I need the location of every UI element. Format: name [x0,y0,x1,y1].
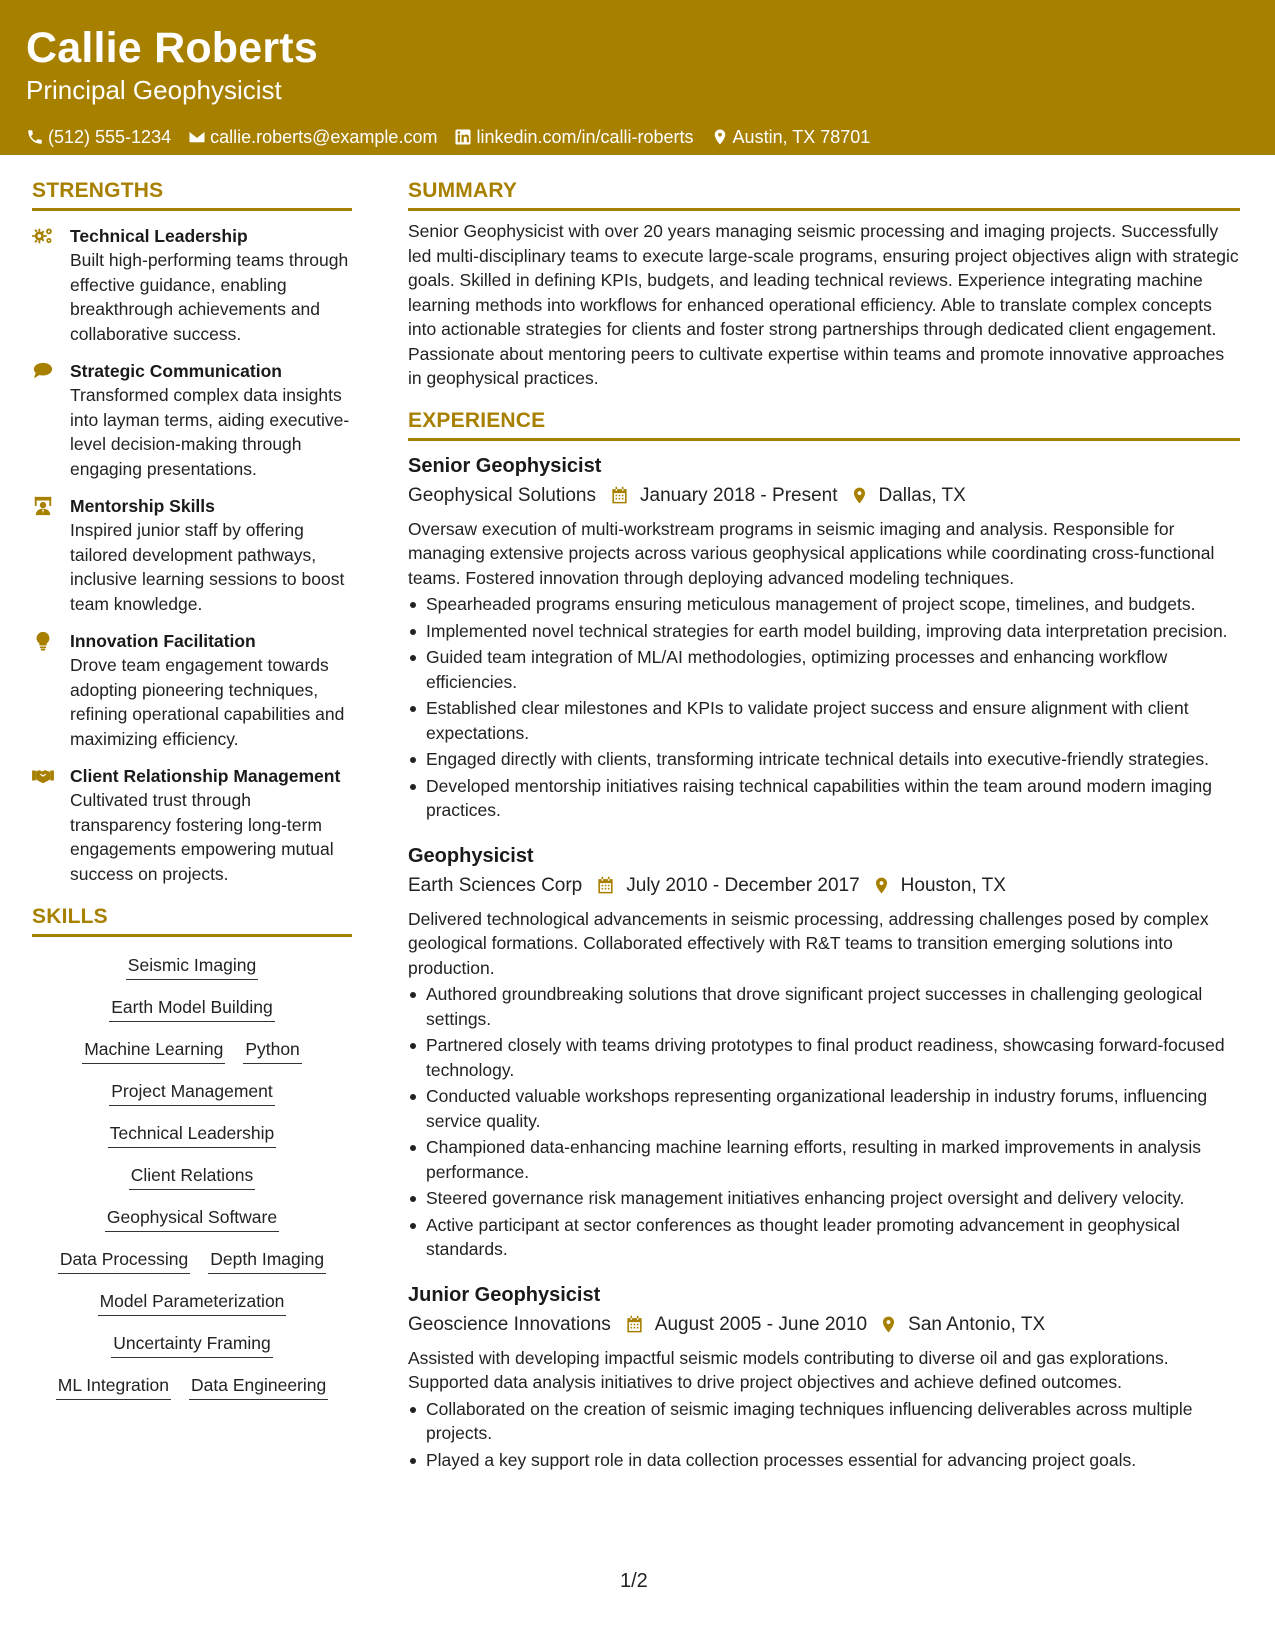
skills-heading: SKILLS [32,904,352,937]
bullet-item: Collaborated on the creation of seismic imaging techniques influencing deliverables across multiple projects. [408,1397,1240,1446]
bullet-item: Active participant at sector conferences as thought leader promoting advancement in geophysical standards. [408,1213,1240,1262]
skill-row [32,953,352,980]
strength-item [32,494,352,616]
strength-title: Innovation Facilitation [70,631,256,651]
right-column [408,178,1240,1474]
strength-desc: Inspired junior staff by offering tailored development pathways, inclusive learning sessions to boost team knowledge. [70,520,345,614]
skill-tag: Geophysical Software [105,1205,279,1232]
skill-tag: Technical Leadership [108,1121,276,1148]
contact-phone [26,126,171,148]
job-dates: January 2018 - Present [640,484,838,506]
job-title: Senior Geophysicist [408,454,602,477]
job-title: Junior Geophysicist [408,1283,601,1306]
skills-list [32,953,352,1400]
company-name: Earth Sciences Corp [408,874,583,896]
bullet-item: Steered governance risk management initiatives enhancing project oversight and delivery velocity. [408,1186,1240,1211]
bullet-item: Guided team integration of ML/AI methodologies, optimizing processes and enhancing workflow efficiencies. [408,645,1240,694]
calendar-icon [625,1315,644,1334]
candidate-title: Principal Geophysicist [26,75,282,105]
contact-bar [26,126,1249,148]
teacher-icon [32,496,54,516]
job-bullets [408,592,1240,823]
job-bullets [408,982,1240,1262]
skill-tag: Earth Model Building [109,995,274,1022]
experience-heading: EXPERIENCE [408,408,1240,441]
skill-tag: Uncertainty Framing [111,1331,273,1358]
envelope-icon [188,128,206,146]
skill-tag: Client Relations [129,1163,256,1190]
calendar-icon [596,876,615,895]
skill-tag: Model Parameterization [98,1289,287,1316]
skill-tag: Seismic Imaging [126,953,258,980]
skill-row [32,1205,352,1232]
map-pin-icon [872,876,891,895]
strength-title: Strategic Communication [70,361,282,381]
skill-row [32,1247,352,1274]
map-pin-icon [711,128,729,146]
contact-location [711,126,871,148]
job-title: Geophysicist [408,844,534,867]
candidate-name: Callie Roberts [26,24,318,72]
linkedin-link[interactable]: linkedin.com/in/calli-roberts [476,127,694,147]
skill-tag: Data Processing [58,1247,190,1274]
map-pin-icon [850,486,869,505]
lightbulb-icon [32,631,54,651]
job-location: Houston, TX [900,874,1006,896]
job-entry [408,453,1240,823]
job-description: Oversaw execution of multi-workstream programs in seismic imaging and analysis. Responsible for managing extensive projects across various geophysical applications while coordinating cross-functional teams. Fostered innovation through deploying advanced modeling techniques. [408,518,1215,588]
skill-row [32,1037,352,1064]
resume-header [0,0,1275,155]
job-dates: July 2010 - December 2017 [626,874,860,896]
bullet-item: Spearheaded programs ensuring meticulous management of project scope, timelines, and budgets. [408,592,1240,617]
bullet-item: Authored groundbreaking solutions that drove significant project successes in challenging geological settings. [408,982,1240,1031]
job-location: San Antonio, TX [908,1313,1046,1335]
bullet-item: Implemented novel technical strategies for earth model building, improving data interpretation precision. [408,619,1240,644]
skill-tag: ML Integration [56,1373,171,1400]
strength-desc: Built high-performing teams through effective guidance, enabling breakthrough achievements and collaborative success. [70,250,349,344]
strength-item [32,359,352,481]
job-meta [408,1312,1240,1338]
summary-text: Senior Geophysicist with over 20 years managing seismic processing and imaging projects. Successfully led multi-disciplinary teams to execute large-scale programs, ensuring project objectives align with strategic goals. Skilled in defining KPIs, budgets, and leading technical reviews. Experience integrating machine learning methods into workflows for enhanced operational efficiency. Able to translate complex concepts into actionable strategies for clients and foster strong partnerships through dedicated client engagement. Passionate about mentoring peers to cultivate expertise within teams and promote innovative approaches in geophysical practices. [408,221,1239,388]
linkedin-icon [454,128,472,146]
map-pin-icon [879,1315,898,1334]
strength-desc: Transformed complex data insights into layman terms, aiding executive-level decision-making through engaging presentations. [70,385,350,479]
skill-row [32,1163,352,1190]
skill-tag: Depth Imaging [208,1247,326,1274]
location-text: Austin, TX 78701 [732,127,871,147]
job-dates: August 2005 - June 2010 [654,1313,868,1335]
phone-text: (512) 555-1234 [48,127,172,147]
strength-item [32,224,352,346]
company-name: Geophysical Solutions [408,484,596,506]
skill-tag: Machine Learning [82,1037,225,1064]
gears-icon [32,226,54,246]
skill-tag: Project Management [109,1079,274,1106]
contact-linkedin[interactable] [454,126,693,148]
job-entry [408,843,1240,1262]
email-link[interactable]: callie.roberts@example.com [210,127,438,147]
strength-title: Technical Leadership [70,226,248,246]
phone-icon [26,128,44,146]
strength-item [32,764,352,886]
summary-heading: SUMMARY [408,178,1240,211]
speech-bubble-icon [32,361,54,381]
bullet-item: Engaged directly with clients, transforming intricate technical details into executive-friendly strategies. [408,747,1240,772]
strengths-heading: STRENGTHS [32,178,352,211]
strength-desc: Drove team engagement towards adopting pioneering techniques, refining operational capabilities and maximizing efficiency. [70,655,345,749]
job-meta [408,483,1240,509]
skill-tag: Data Engineering [189,1373,328,1400]
strength-desc: Cultivated trust through transparency fostering long-term engagements empowering mutual success on projects. [70,790,334,884]
bullet-item: Developed mentorship initiatives raising technical capabilities within the team around modern imaging practices. [408,774,1240,823]
skill-tag: Python [243,1037,301,1064]
company-name: Geoscience Innovations [408,1313,611,1335]
bullet-item: Conducted valuable workshops representing organizational leadership in industry forums, influencing service quality. [408,1084,1240,1133]
page-number: 1/2 [620,1570,648,1592]
job-location: Dallas, TX [878,484,966,506]
skill-row [32,1331,352,1358]
job-bullets [408,1397,1240,1473]
skill-row [32,995,352,1022]
job-meta [408,873,1240,899]
bullet-item: Partnered closely with teams driving prototypes to final product readiness, showcasing forward-focused technology. [408,1033,1240,1082]
contact-email[interactable] [188,126,437,148]
skill-row [32,1373,352,1400]
skill-row [32,1079,352,1106]
bullet-item: Played a key support role in data collection processes essential for advancing project goals. [408,1448,1240,1473]
strength-item [32,629,352,751]
strength-title: Mentorship Skills [70,496,215,516]
strengths-list [32,224,352,886]
strength-title: Client Relationship Management [70,766,341,786]
bullet-item: Championed data-enhancing machine learning efforts, resulting in marked improvements in analysis performance. [408,1135,1240,1184]
job-description: Assisted with developing impactful seismic models contributing to diverse oil and gas explorations. Supported data analysis initiatives to drive project objectives and achieve defined outcomes. [408,1347,1169,1392]
skill-row [32,1121,352,1148]
handshake-icon [32,766,54,786]
skill-row [32,1289,352,1316]
left-column [32,178,352,1415]
bullet-item: Established clear milestones and KPIs to validate project success and ensure alignment with client expectations. [408,696,1240,745]
job-entry [408,1282,1240,1473]
calendar-icon [610,486,629,505]
job-description: Delivered technological advancements in seismic processing, addressing challenges posed by complex geological formations. Collaborated effectively with R&T teams to transition emerging solutions into production. [408,908,1209,978]
